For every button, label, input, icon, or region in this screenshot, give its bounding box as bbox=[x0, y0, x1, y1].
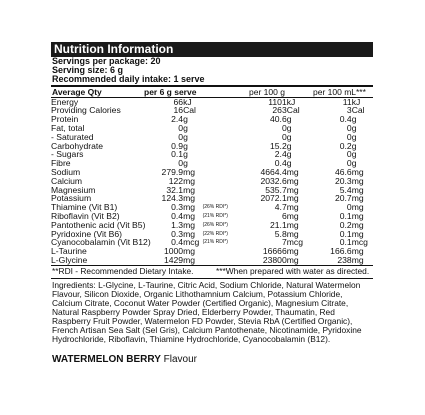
cell-rdi: (26% RDI*) bbox=[202, 221, 228, 228]
cell-v1: 0 bbox=[178, 158, 184, 169]
cell-u1: mg bbox=[183, 166, 196, 177]
cell-u2: mg bbox=[286, 210, 299, 221]
cell-u1: mg bbox=[183, 246, 196, 257]
table-row bbox=[51, 106, 373, 115]
cell-name: Providing Calories bbox=[51, 105, 121, 116]
table-row bbox=[51, 177, 373, 186]
table-row bbox=[51, 256, 373, 265]
cell-v3: 166.6 bbox=[330, 246, 352, 257]
cell-name: Carbohydrate bbox=[51, 140, 104, 151]
cell-u1: g bbox=[183, 158, 188, 169]
cell-name: Fat, total bbox=[51, 123, 85, 133]
cell-u2: mg bbox=[286, 246, 299, 257]
table-row bbox=[51, 159, 373, 168]
cell-u3: mg bbox=[351, 246, 364, 257]
cell-name: L-Taurine bbox=[51, 246, 87, 257]
cell-u1: mg bbox=[183, 193, 196, 204]
cell-u1: Cal bbox=[183, 105, 196, 116]
cell-u2: mcg bbox=[286, 237, 303, 248]
cell-name: Sodium bbox=[51, 166, 81, 177]
flavour-label bbox=[52, 354, 197, 365]
cell-u2: mg bbox=[286, 228, 299, 239]
cell-u2: mg bbox=[286, 175, 299, 186]
cell-u3: mg bbox=[351, 175, 364, 186]
cell-v1: 32.1 bbox=[166, 184, 184, 195]
cell-u1: mg bbox=[183, 210, 196, 221]
cell-v1: 0.4 bbox=[171, 210, 184, 221]
cell-rdi bbox=[203, 115, 248, 124]
cell-name: Pantothenic acid (Vit B5) bbox=[51, 219, 146, 230]
cell-v2: 1101 bbox=[268, 96, 287, 107]
cell-v2: 2072.1 bbox=[260, 193, 287, 204]
cell-u1: g bbox=[183, 123, 188, 133]
cell-v1: 122 bbox=[168, 175, 184, 186]
cell-u1: g bbox=[183, 114, 188, 125]
cell-name: Magnesium bbox=[51, 184, 96, 195]
cell-rdi bbox=[203, 150, 248, 159]
table-row bbox=[51, 186, 373, 195]
cell-u2: mg bbox=[286, 254, 299, 265]
cell-v3: 20.7 bbox=[334, 193, 352, 204]
footnotes bbox=[51, 266, 373, 278]
cell-u1: kJ bbox=[183, 96, 192, 107]
cell-rdi bbox=[203, 124, 248, 133]
cell-v2: 0.4 bbox=[274, 158, 287, 169]
cell-v3: 0.2 bbox=[339, 140, 352, 151]
cell-v3: 20.3 bbox=[334, 175, 352, 186]
cell-v1: 124.3 bbox=[161, 193, 184, 204]
cell-v1: 0 bbox=[178, 131, 184, 142]
cell-u2: mg bbox=[286, 166, 299, 177]
cell-u1: g bbox=[183, 140, 188, 151]
cell-u3: Cal bbox=[351, 105, 365, 116]
cell-v2: 40.6 bbox=[270, 114, 287, 125]
table-row bbox=[51, 168, 373, 177]
cell-v1: 0.3 bbox=[171, 228, 184, 239]
cell-rdi: (21% RDI*) bbox=[202, 239, 228, 246]
cell-v1: 2.4 bbox=[171, 114, 184, 125]
cell-v3: 0.1 bbox=[339, 210, 352, 221]
cell-u3: g bbox=[351, 158, 357, 169]
cell-u3: g bbox=[351, 123, 357, 133]
cell-v2: 4.7 bbox=[274, 202, 287, 213]
cell-u2: g bbox=[286, 158, 292, 169]
cell-u1: g bbox=[183, 131, 188, 142]
panel-title: Nutrition Information bbox=[51, 42, 373, 57]
cell-v2: 4664.4 bbox=[260, 166, 287, 177]
cell-rdi bbox=[203, 247, 248, 256]
cell-v3: 46.6 bbox=[334, 166, 352, 177]
cell-v2: 263 bbox=[272, 105, 287, 116]
cell-u3: mg bbox=[351, 166, 364, 177]
cell-v2: 0 bbox=[281, 131, 287, 142]
cell-rdi bbox=[203, 98, 248, 107]
cell-v1: 0.9 bbox=[171, 140, 184, 151]
cell-v1: 1429 bbox=[163, 254, 184, 265]
col-per-100g: per 100 g bbox=[249, 86, 285, 97]
cell-u2: mg bbox=[286, 219, 299, 230]
cell-v1: 0.3 bbox=[171, 202, 184, 213]
cell-name: L-Glycine bbox=[51, 254, 88, 265]
col-per-serve: per 6 g serve bbox=[144, 86, 197, 97]
cell-u1: mg bbox=[183, 175, 196, 186]
col-avg-qty: Average Qty bbox=[52, 86, 102, 97]
cell-v1: 279.9 bbox=[161, 166, 184, 177]
cell-v3: 0.2 bbox=[339, 219, 352, 230]
cell-u3: g bbox=[351, 149, 357, 160]
cell-name: Potassium bbox=[51, 193, 92, 204]
cell-v1: 0 bbox=[178, 123, 184, 133]
ingredients-text: Ingredients: L-Glycine, L-Taurine, Citric Acid, Sodium Chloride, Natural Watermelon Flavour, Silicon Dioxide, Organic Lithothamnium Calcium, Potassium Chloride, Calcium Citrate, Coconut Water Powder (Certified Organic), Magnesium Citrate, Natural Raspberry Powder Spray Dried, Elderberry Powder, Thaumatin, Red Raspberry Fruit Powder, Watermelon FD Powder, Stevia RbA (Certified Organic), French Artisan Sea Salt (Sel Gris), Calcium Pantothenate, Nicotinamide, Pyridoxine Hydrochloride, Riboflavin, Thiamine Hydrochloride, Cyanocobalamin (B12). bbox=[52, 279, 362, 345]
cell-v2: 5.8 bbox=[274, 228, 287, 239]
cell-rdi: (22% RDI*) bbox=[202, 230, 228, 237]
cell-name: Calcium bbox=[51, 175, 83, 186]
cell-u2: mg bbox=[286, 184, 299, 195]
cell-name: Energy bbox=[51, 96, 79, 107]
servings-per-package: Servings per package: 20 bbox=[52, 56, 161, 66]
cell-u1: mcg bbox=[183, 237, 200, 248]
cell-name: Riboflavin (Vit B2) bbox=[51, 210, 120, 221]
table-row bbox=[51, 238, 373, 247]
cell-v3: 0 bbox=[346, 123, 352, 133]
cell-v2: 2.4 bbox=[274, 149, 287, 160]
cell-u2: mg bbox=[286, 193, 299, 204]
cell-rdi bbox=[203, 194, 248, 203]
cell-u2: g bbox=[286, 114, 292, 125]
serving-size: Serving size: 6 g bbox=[52, 65, 124, 76]
column-header bbox=[51, 87, 373, 98]
cell-u3: mg bbox=[351, 228, 364, 239]
water-footnote: ***When prepared with water as directed. bbox=[216, 265, 370, 276]
cell-v3: 0 bbox=[346, 202, 352, 213]
cell-u1: mg bbox=[183, 228, 196, 239]
cell-u3: g bbox=[351, 140, 357, 151]
cell-rdi bbox=[203, 106, 248, 115]
cell-v2: 6 bbox=[281, 210, 287, 221]
cell-v2: 535.7 bbox=[265, 184, 287, 195]
cell-v1: 0.4 bbox=[171, 237, 184, 248]
cell-v2: 16666 bbox=[262, 246, 287, 257]
cell-v3: 0 bbox=[346, 131, 352, 142]
cell-v3: 238 bbox=[337, 254, 352, 265]
cell-rdi bbox=[203, 159, 248, 168]
table-row bbox=[51, 247, 373, 256]
cell-u3: mg bbox=[351, 202, 364, 213]
cell-u3: mg bbox=[351, 210, 364, 221]
cell-name: - Saturated bbox=[51, 131, 94, 142]
cell-u3: mg bbox=[351, 254, 364, 265]
cell-u1: mg bbox=[183, 202, 196, 213]
cell-u2: g bbox=[286, 131, 292, 142]
cell-rdi: (26% RDI*) bbox=[202, 204, 228, 211]
recommended-intake: Recommended daily intake: 1 serve bbox=[52, 74, 205, 85]
table-row bbox=[51, 150, 373, 159]
col-per-100ml: per 100 mL*** bbox=[313, 86, 366, 97]
cell-v2: 7 bbox=[281, 237, 287, 248]
table-row bbox=[51, 124, 373, 133]
cell-v3: 0 bbox=[346, 149, 352, 160]
cell-u2: kJ bbox=[286, 96, 296, 107]
nutrition-table bbox=[51, 98, 373, 265]
cell-rdi bbox=[203, 186, 248, 195]
cell-rdi bbox=[203, 168, 248, 177]
cell-v2: 0 bbox=[281, 123, 287, 133]
cell-u3: g bbox=[351, 114, 357, 125]
cell-v3: 0.1 bbox=[339, 237, 352, 248]
cell-v2: 23800 bbox=[262, 254, 287, 265]
cell-u2: mg bbox=[286, 202, 299, 213]
rdi-footnote: **RDI - Recommended Dietary Intake. bbox=[52, 265, 194, 276]
cell-u2: g bbox=[286, 149, 292, 160]
cell-name: Thiamine (Vit B1) bbox=[51, 202, 118, 213]
cell-u3: mcg bbox=[351, 237, 368, 248]
cell-v1: 16 bbox=[173, 105, 184, 116]
cell-u3: mg bbox=[351, 184, 364, 195]
cell-name: - Sugars bbox=[51, 149, 84, 160]
cell-rdi bbox=[203, 142, 248, 151]
cell-u2: Cal bbox=[286, 105, 300, 116]
cell-v2: 15.2 bbox=[270, 140, 287, 151]
cell-rdi: (21% RDI*) bbox=[202, 212, 228, 219]
cell-v3: 5.4 bbox=[339, 184, 352, 195]
cell-u1: mg bbox=[183, 254, 196, 265]
cell-u2: g bbox=[286, 140, 292, 151]
cell-v3: 0.4 bbox=[339, 114, 352, 125]
flavour-name: WATERMELON BERRY bbox=[52, 354, 161, 365]
cell-v1: 66 bbox=[173, 96, 184, 107]
table-row bbox=[51, 115, 373, 124]
cell-name: Cyanocobalamin (Vit B12) bbox=[51, 237, 151, 248]
cell-u2: g bbox=[286, 123, 292, 133]
cell-v1: 1000 bbox=[163, 246, 184, 257]
cell-v3: 11 bbox=[342, 96, 352, 107]
nutrition-panel bbox=[51, 42, 373, 344]
cell-name: Pyridoxine (Vit B6) bbox=[51, 228, 123, 239]
cell-name: Protein bbox=[51, 114, 79, 125]
cell-rdi bbox=[203, 256, 248, 265]
cell-rdi bbox=[203, 133, 248, 142]
cell-u3: mg bbox=[351, 193, 364, 204]
cell-rdi bbox=[203, 177, 248, 186]
cell-u1: mg bbox=[183, 219, 196, 230]
cell-v1: 0.1 bbox=[171, 149, 184, 160]
cell-u3: g bbox=[351, 131, 357, 142]
cell-v1: 1.3 bbox=[171, 219, 184, 230]
cell-v3: 0.1 bbox=[339, 228, 352, 239]
cell-u3: kJ bbox=[351, 96, 361, 107]
cell-u1: g bbox=[183, 149, 188, 160]
flavour-suffix: Flavour bbox=[160, 354, 198, 365]
cell-v3: 3 bbox=[346, 105, 352, 116]
cell-v3: 0 bbox=[346, 158, 352, 169]
cell-v2: 21.1 bbox=[270, 219, 287, 230]
cell-name: Fibre bbox=[51, 158, 71, 169]
cell-v2: 2032.6 bbox=[260, 175, 287, 186]
table-row bbox=[51, 142, 373, 151]
cell-u3: mg bbox=[351, 219, 364, 230]
cell-u1: mg bbox=[183, 184, 196, 195]
